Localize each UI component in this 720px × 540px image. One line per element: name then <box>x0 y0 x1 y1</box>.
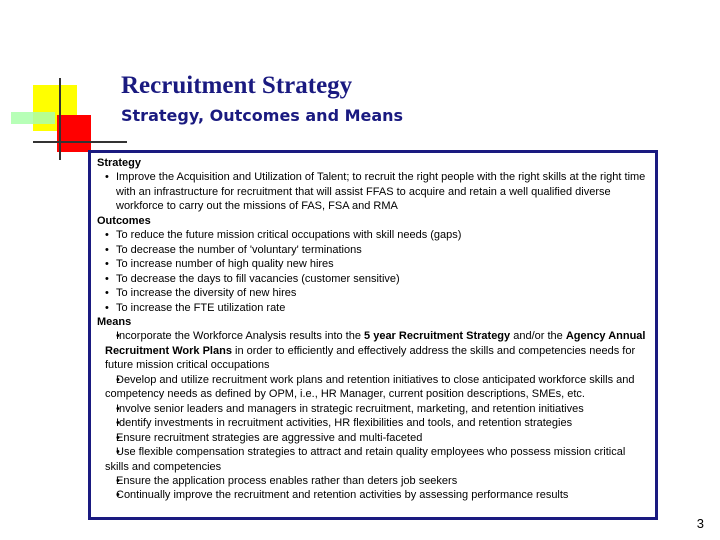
strategy-heading: Strategy <box>97 157 142 169</box>
means-text: and/or the <box>510 330 566 343</box>
page-number: 3 <box>696 516 704 531</box>
means-list <box>97 329 649 502</box>
strategy-item: • Improve the Acquisition and Utilization of Talent; to recruit the right people with the right skills at the right time with an infrastructure for recruitment that will assist FFAS to acquire and retain a well qualified diverse workforce to carry out the missions of FAS, FSA and RMA <box>105 170 649 213</box>
means-text: in order to efficiently and effectively address the skills and competencies needs for future mission critical occupations <box>105 344 636 372</box>
outcomes-heading: Outcomes <box>97 214 151 227</box>
means-item: • Ensure recruitment strategies are aggressive and multi-faceted <box>105 431 649 445</box>
decor-vertical-line <box>59 78 61 160</box>
means-heading: Means <box>97 315 132 328</box>
means-item: • Ensure the application process enables rather than deters job seekers <box>105 474 649 488</box>
slide-subtitle: Strategy, Outcomes and Means <box>121 106 404 125</box>
outcome-item: • To increase the FTE utilization rate <box>105 301 649 315</box>
strategy-list <box>97 170 649 213</box>
content-box <box>88 150 658 520</box>
outcome-item: • To increase the diversity of new hires <box>105 286 649 300</box>
means-emphasis: 5 year Recruitment Strategy <box>364 330 511 343</box>
means-item: • Involve senior leaders and managers in strategic recruitment, marketing, and retention initiatives <box>105 402 649 416</box>
outcome-item: • To increase number of high quality new hires <box>105 257 649 271</box>
outcomes-list <box>97 228 649 315</box>
means-item: • Identify investments in recruitment activities, HR flexibilities and tools, and retention strategies <box>105 416 649 430</box>
outcome-item: • To decrease the number of 'voluntary' terminations <box>105 243 649 257</box>
decor-red-square <box>57 115 91 152</box>
means-item: • Use flexible compensation strategies to attract and retain quality employees who possess mission critical skills and competencies <box>105 445 649 474</box>
decor-green-bar <box>11 112 55 124</box>
slide-title: Recruitment Strategy <box>121 72 353 99</box>
outcome-item: • To decrease the days to fill vacancies (customer sensitive) <box>105 272 649 286</box>
decor-horizontal-line <box>33 141 127 143</box>
means-item <box>105 329 649 372</box>
means-emphasis: Agency Annual Recruitment Work Plans <box>105 330 646 357</box>
means-text: Incorporate the Workforce Analysis results into the <box>116 330 365 343</box>
outcome-item: • To reduce the future mission critical occupations with skill needs (gaps) <box>105 228 649 242</box>
means-item: • Develop and utilize recruitment work plans and retention initiatives to close anticipated workforce skills and competency needs as defined by OPM, i.e., HR Manager, current position descriptions, SMEs, etc. <box>105 373 649 402</box>
means-item: • Continually improve the recruitment and retention activities by assessing performance results <box>105 488 649 502</box>
